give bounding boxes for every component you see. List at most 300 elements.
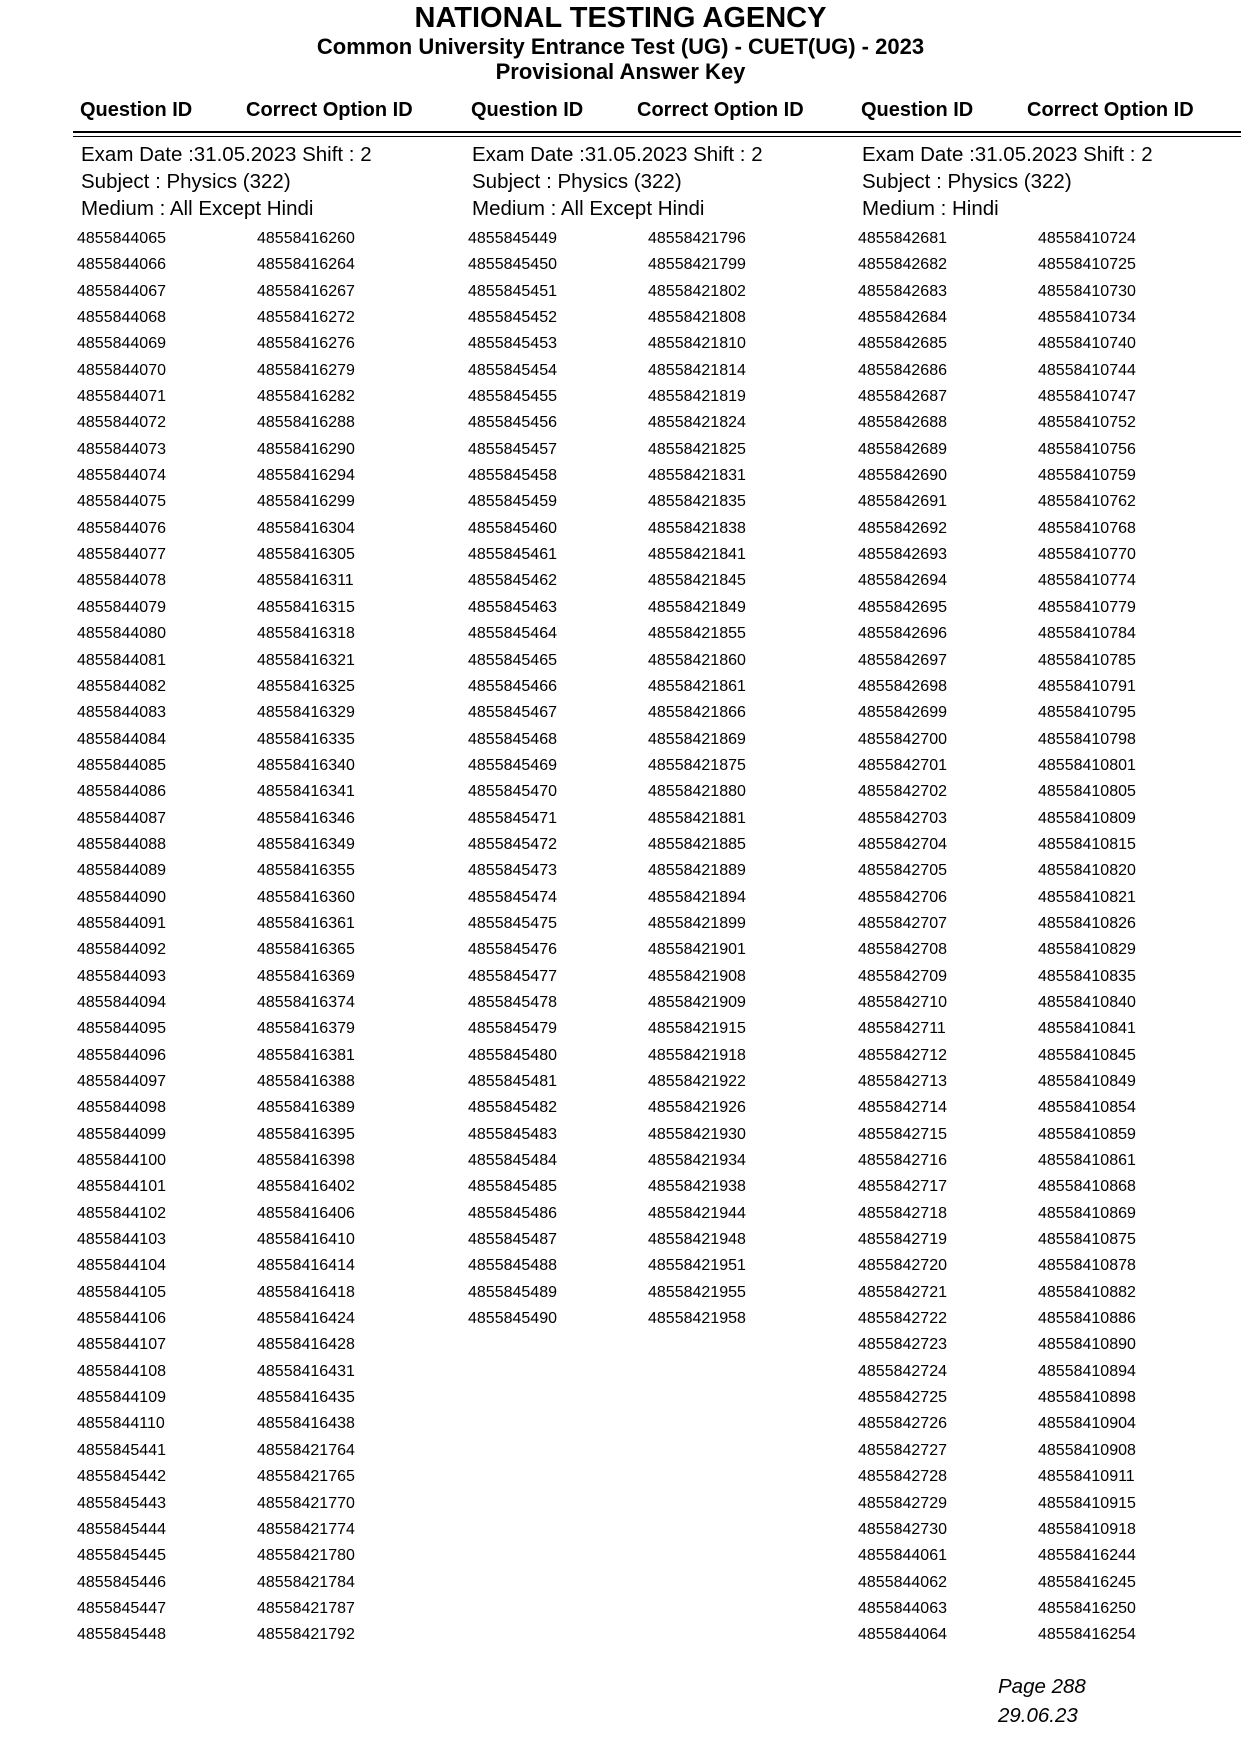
question-id-cell: 4855844103: [77, 1231, 166, 1249]
correct-option-id-cell: 48558421922: [648, 1073, 746, 1090]
correct-option-id-cell: 48558410725: [1038, 256, 1136, 274]
table-row: [854, 858, 1234, 884]
correct-option-id-cell: 48558410911: [1038, 1468, 1135, 1486]
correct-option-id-cell: 48558416424: [257, 1310, 355, 1328]
correct-option-id-cell: 48558416402: [257, 1178, 355, 1196]
question-id-cell: 4855842703: [858, 809, 947, 827]
table-row: [73, 516, 453, 542]
question-id-cell: 4855845477: [468, 967, 557, 985]
question-id-cell: 4855842702: [858, 783, 947, 801]
answer-rows: [464, 226, 844, 1332]
correct-option-id-cell: 48558421849: [648, 598, 746, 616]
correct-option-id-cell: 48558416428: [257, 1336, 355, 1354]
correct-option-id-cell: 48558421880: [648, 783, 746, 801]
correct-option-id-cell: 48558416410: [257, 1231, 355, 1249]
correct-option-id-cell: 48558410820: [1038, 862, 1136, 880]
correct-option-id-cell: 48558421944: [648, 1204, 746, 1222]
question-id-cell: 4855844106: [77, 1310, 166, 1328]
correct-option-id-cell: 48558421831: [648, 467, 746, 485]
subject-label: Subject : Physics (322): [81, 170, 291, 193]
table-row: [73, 858, 453, 884]
question-id-cell: 4855842730: [858, 1520, 947, 1538]
table-row: [464, 832, 844, 858]
correct-option-id-cell: 48558416304: [257, 519, 355, 537]
exam-name: Common University Entrance Test (UG) - CUET(UG) - 2023: [316, 34, 925, 59]
table-row: [73, 331, 453, 357]
correct-option-id-cell: 48558410835: [1038, 967, 1136, 985]
question-id-cell: 4855842689: [858, 440, 947, 458]
table-row: [73, 252, 453, 278]
table-row: [854, 753, 1234, 779]
question-id-cell: 4855845487: [468, 1231, 557, 1249]
correct-option-id-cell: 48558421909: [648, 993, 746, 1011]
table-row: [73, 1359, 453, 1385]
table-row: [464, 463, 844, 489]
table-row: [73, 753, 453, 779]
table-row: [464, 1095, 844, 1121]
correct-option-id-cell: 48558421889: [648, 862, 746, 880]
question-id-cell: 4855844073: [77, 440, 166, 458]
question-id-cell: 4855842719: [858, 1231, 947, 1249]
correct-option-id-cell: 48558421915: [648, 1020, 746, 1038]
correct-option-id-cell: 48558421948: [648, 1231, 746, 1249]
answer-rows: [854, 226, 1234, 1649]
question-id-cell: 4855844093: [77, 967, 166, 985]
correct-option-id-cell: 48558421796: [648, 230, 746, 247]
table-row: [854, 990, 1234, 1016]
correct-option-id-cell: 48558421875: [648, 756, 746, 774]
question-id-cell: 4855844104: [77, 1257, 166, 1275]
table-row: [73, 1280, 453, 1306]
correct-option-id-cell: 48558416272: [257, 309, 355, 327]
correct-option-id-cell: 48558421899: [648, 914, 746, 932]
table-row: [73, 542, 453, 568]
table-row: [854, 1095, 1234, 1121]
table-row: [73, 384, 453, 410]
question-id-cell: 4855845447: [77, 1599, 166, 1617]
correct-option-id-cell: 48558416341: [257, 783, 355, 801]
table-row: [73, 1148, 453, 1174]
table-row: [73, 1201, 453, 1227]
question-id-cell: 4855842686: [858, 361, 947, 379]
table-row: [464, 806, 844, 832]
document-title: NATIONAL TESTING AGENCY: [414, 2, 827, 34]
medium-label: Medium : All Except Hindi: [81, 197, 314, 220]
question-id-cell: 4855842709: [858, 967, 947, 985]
column-header-question-id: Question ID: [80, 99, 193, 121]
question-id-cell: 4855844094: [77, 993, 166, 1011]
question-id-cell: 4855842706: [858, 888, 947, 906]
question-id-cell: 4855842696: [858, 625, 947, 643]
question-id-cell: 4855844097: [77, 1073, 166, 1090]
table-row: [73, 1543, 453, 1569]
question-id-cell: 4855845452: [468, 309, 557, 327]
table-row: [854, 911, 1234, 937]
question-id-cell: 4855844107: [77, 1336, 166, 1354]
header-divider: [73, 131, 1241, 133]
table-row: [73, 1596, 453, 1622]
question-id-cell: 4855844079: [77, 598, 166, 616]
question-id-cell: 4855844081: [77, 651, 166, 669]
table-row: [854, 1069, 1234, 1095]
correct-option-id-cell: 48558416355: [257, 862, 355, 880]
table-row: [464, 858, 844, 884]
correct-option-id-cell: 48558421838: [648, 519, 746, 537]
table-row: [73, 1095, 453, 1121]
question-id-cell: 4855844084: [77, 730, 166, 748]
table-row: [464, 305, 844, 331]
question-id-cell: 4855844078: [77, 572, 166, 590]
correct-option-id-cell: 48558410784: [1038, 625, 1136, 643]
correct-option-id-cell: 48558421951: [648, 1257, 746, 1275]
question-id-cell: 4855845443: [77, 1494, 166, 1512]
table-row: [73, 279, 453, 305]
table-row: [854, 1385, 1234, 1411]
correct-option-id-cell: 48558416349: [257, 835, 355, 853]
correct-option-id-cell: 48558410785: [1038, 651, 1136, 669]
table-row: [464, 885, 844, 911]
question-id-cell: 4855844067: [77, 282, 166, 300]
table-row: [854, 516, 1234, 542]
correct-option-id-cell: 48558421955: [648, 1283, 746, 1301]
correct-option-id-cell: 48558416369: [257, 967, 355, 985]
table-row: [854, 1438, 1234, 1464]
question-id-cell: 4855842722: [858, 1310, 947, 1328]
correct-option-id-cell: 48558410815: [1038, 835, 1136, 853]
correct-option-id-cell: 48558416374: [257, 993, 355, 1011]
question-id-cell: 4855842724: [858, 1362, 947, 1380]
question-id-cell: 4855845453: [468, 335, 557, 353]
question-id-cell: 4855842687: [858, 388, 947, 406]
correct-option-id-cell: 48558421780: [257, 1547, 355, 1565]
question-id-cell: 4855844089: [77, 862, 166, 880]
correct-option-id-cell: 48558410840: [1038, 993, 1136, 1011]
question-id-cell: 4855844061: [858, 1547, 947, 1565]
correct-option-id-cell: 48558421938: [648, 1178, 746, 1196]
subject-label: Subject : Physics (322): [472, 170, 682, 193]
question-id-cell: 4855845469: [468, 756, 557, 774]
correct-option-id-cell: 48558421855: [648, 625, 746, 643]
correct-option-id-cell: 48558416398: [257, 1152, 355, 1170]
correct-option-id-cell: 48558421799: [648, 256, 746, 274]
table-row: [73, 832, 453, 858]
question-id-cell: 4855845456: [468, 414, 557, 432]
question-id-cell: 4855844077: [77, 546, 166, 564]
correct-option-id-cell: 48558421958: [648, 1310, 746, 1328]
question-id-cell: 4855844070: [77, 361, 166, 379]
header-divider-thin: [73, 136, 1241, 137]
table-row: [854, 437, 1234, 463]
table-row: [73, 806, 453, 832]
correct-option-id-cell: 48558416305: [257, 546, 355, 564]
table-row: [464, 516, 844, 542]
question-id-cell: 4855845458: [468, 467, 557, 485]
correct-option-id-cell: 48558421918: [648, 1046, 746, 1064]
table-row: [73, 1385, 453, 1411]
table-row: [854, 1570, 1234, 1596]
correct-option-id-cell: 48558416315: [257, 598, 355, 616]
table-row: [854, 1622, 1234, 1648]
question-id-cell: 4855844066: [77, 256, 166, 274]
column-header-correct-option-id: Correct Option ID: [637, 99, 804, 121]
correct-option-id-cell: 48558416381: [257, 1046, 355, 1064]
table-row: [73, 489, 453, 515]
correct-option-id-cell: 48558410882: [1038, 1283, 1136, 1301]
table-row: [73, 1306, 453, 1332]
column-header-question-id: Question ID: [861, 99, 974, 121]
correct-option-id-cell: 48558421764: [257, 1441, 355, 1459]
table-row: [464, 621, 844, 647]
table-row: [854, 1227, 1234, 1253]
exam-date-shift: Exam Date :31.05.2023 Shift : 2: [862, 143, 1153, 166]
correct-option-id-cell: 48558410805: [1038, 783, 1136, 801]
correct-option-id-cell: 48558421814: [648, 361, 746, 379]
table-row: [73, 1227, 453, 1253]
table-row: [854, 1332, 1234, 1358]
table-row: [854, 648, 1234, 674]
question-id-cell: 4855842701: [858, 756, 947, 774]
question-id-cell: 4855844076: [77, 519, 166, 537]
document-type: Provisional Answer Key: [495, 59, 746, 84]
correct-option-id-cell: 48558421894: [648, 888, 746, 906]
correct-option-id-cell: 48558410759: [1038, 467, 1136, 485]
correct-option-id-cell: 48558410791: [1038, 677, 1136, 695]
table-row: [464, 568, 844, 594]
table-row: [73, 1491, 453, 1517]
table-row: [854, 674, 1234, 700]
correct-option-id-cell: 48558410768: [1038, 519, 1136, 537]
table-row: [464, 964, 844, 990]
correct-option-id-cell: 48558416346: [257, 809, 355, 827]
correct-option-id-cell: 48558416311: [257, 572, 354, 590]
correct-option-id-cell: 48558416245: [1038, 1573, 1136, 1591]
table-row: [73, 1517, 453, 1543]
question-id-cell: 4855842727: [858, 1441, 947, 1459]
correct-option-id-cell: 48558410875: [1038, 1231, 1136, 1249]
question-id-cell: 4855844074: [77, 467, 166, 485]
correct-option-id-cell: 48558421866: [648, 704, 746, 722]
table-row: [854, 331, 1234, 357]
question-id-cell: 4855844095: [77, 1020, 166, 1038]
table-row: [464, 1280, 844, 1306]
correct-option-id-cell: 48558421825: [648, 440, 746, 458]
question-id-cell: 4855842712: [858, 1046, 947, 1064]
table-row: [464, 727, 844, 753]
medium-label: Medium : All Except Hindi: [472, 197, 705, 220]
question-id-cell: 4855844100: [77, 1152, 166, 1170]
question-id-cell: 4855845448: [77, 1626, 166, 1644]
correct-option-id-cell: 48558410747: [1038, 388, 1136, 406]
table-row: [464, 1306, 844, 1332]
table-row: [854, 226, 1234, 252]
question-id-cell: 4855845490: [468, 1310, 557, 1328]
correct-option-id-cell: 48558421824: [648, 414, 746, 432]
table-row: [854, 410, 1234, 436]
correct-option-id-cell: 48558410826: [1038, 914, 1136, 932]
table-row: [854, 1043, 1234, 1069]
table-row: [73, 779, 453, 805]
correct-option-id-cell: 48558421841: [648, 546, 746, 564]
table-row: [464, 1016, 844, 1042]
table-row: [854, 542, 1234, 568]
table-row: [464, 358, 844, 384]
table-row: [73, 1122, 453, 1148]
question-id-cell: 4855845475: [468, 914, 557, 932]
question-id-cell: 4855842698: [858, 677, 947, 695]
correct-option-id-cell: 48558421934: [648, 1152, 746, 1170]
table-row: [464, 489, 844, 515]
question-id-cell: 4855845473: [468, 862, 557, 880]
table-row: [854, 700, 1234, 726]
correct-option-id-cell: 48558416438: [257, 1415, 355, 1433]
correct-option-id-cell: 48558421930: [648, 1125, 746, 1143]
question-id-cell: 4855845451: [468, 282, 557, 300]
table-row: [854, 1122, 1234, 1148]
question-id-cell: 4855844090: [77, 888, 166, 906]
table-row: [854, 885, 1234, 911]
correct-option-id-cell: 48558410908: [1038, 1441, 1136, 1459]
question-id-cell: 4855842704: [858, 835, 947, 853]
correct-option-id-cell: 48558416254: [1038, 1626, 1136, 1644]
table-row: [73, 1464, 453, 1490]
question-id-cell: 4855845472: [468, 835, 557, 853]
question-id-cell: 4855842682: [858, 256, 947, 274]
table-row: [464, 1227, 844, 1253]
correct-option-id-cell: 48558410854: [1038, 1099, 1136, 1117]
page-number: Page 288: [998, 1675, 1086, 1698]
correct-option-id-cell: 48558410868: [1038, 1178, 1136, 1196]
table-row: [854, 358, 1234, 384]
question-id-cell: 4855845450: [468, 256, 557, 274]
table-row: [854, 305, 1234, 331]
question-id-cell: 4855844075: [77, 493, 166, 511]
question-id-cell: 4855842705: [858, 862, 947, 880]
question-id-cell: 4855845444: [77, 1520, 166, 1538]
correct-option-id-cell: 48558421770: [257, 1494, 355, 1512]
table-row: [73, 727, 453, 753]
table-row: [464, 252, 844, 278]
correct-option-id-cell: 48558410740: [1038, 335, 1136, 353]
table-row: [464, 542, 844, 568]
correct-option-id-cell: 48558421908: [648, 967, 746, 985]
table-row: [854, 463, 1234, 489]
correct-option-id-cell: 48558416361: [257, 914, 355, 932]
correct-option-id-cell: 48558421885: [648, 835, 746, 853]
correct-option-id-cell: 48558416360: [257, 888, 355, 906]
table-row: [464, 753, 844, 779]
correct-option-id-cell: 48558416279: [257, 361, 355, 379]
table-row: [73, 937, 453, 963]
question-id-cell: 4855844062: [858, 1573, 947, 1591]
correct-option-id-cell: 48558421802: [648, 282, 746, 300]
question-id-cell: 4855842711: [858, 1020, 946, 1038]
question-id-cell: 4855845462: [468, 572, 557, 590]
table-row: [73, 964, 453, 990]
correct-option-id-cell: 48558421901: [648, 941, 746, 959]
question-id-cell: 4855842707: [858, 914, 947, 932]
table-row: [464, 226, 844, 252]
question-id-cell: 4855845463: [468, 598, 557, 616]
question-id-cell: 4855842688: [858, 414, 947, 432]
correct-option-id-cell: 48558410845: [1038, 1046, 1136, 1064]
question-id-cell: 4855845471: [468, 809, 557, 827]
table-row: [854, 1016, 1234, 1042]
table-row: [464, 1174, 844, 1200]
table-row: [854, 1253, 1234, 1279]
question-id-cell: 4855842726: [858, 1415, 947, 1433]
correct-option-id-cell: 48558416340: [257, 756, 355, 774]
question-id-cell: 4855842692: [858, 519, 947, 537]
table-row: [854, 779, 1234, 805]
question-id-cell: 4855845480: [468, 1046, 557, 1064]
correct-option-id-cell: 48558421860: [648, 651, 746, 669]
question-id-cell: 4855845461: [468, 546, 557, 564]
correct-option-id-cell: 48558416418: [257, 1283, 355, 1301]
correct-option-id-cell: 48558416388: [257, 1073, 355, 1090]
question-id-cell: 4855845488: [468, 1257, 557, 1275]
table-row: [854, 1306, 1234, 1332]
table-row: [854, 1359, 1234, 1385]
exam-date-shift: Exam Date :31.05.2023 Shift : 2: [81, 143, 372, 166]
question-id-cell: 4855844087: [77, 809, 166, 827]
table-row: [73, 226, 453, 252]
table-row: [854, 1464, 1234, 1490]
question-id-cell: 4855844086: [77, 783, 166, 801]
question-id-cell: 4855842685: [858, 335, 947, 353]
question-id-cell: 4855842684: [858, 309, 947, 327]
table-row: [73, 410, 453, 436]
correct-option-id-cell: 48558410841: [1038, 1020, 1136, 1038]
table-row: [854, 489, 1234, 515]
table-row: [854, 727, 1234, 753]
correct-option-id-cell: 48558410915: [1038, 1494, 1136, 1512]
question-id-cell: 4855845467: [468, 704, 557, 722]
question-id-cell: 4855844098: [77, 1099, 166, 1117]
question-id-cell: 4855842723: [858, 1336, 947, 1354]
correct-option-id-cell: 48558410779: [1038, 598, 1136, 616]
correct-option-id-cell: 48558421808: [648, 309, 746, 327]
correct-option-id-cell: 48558416325: [257, 677, 355, 695]
table-row: [854, 279, 1234, 305]
question-id-cell: 4855845460: [468, 519, 557, 537]
table-row: [464, 279, 844, 305]
correct-option-id-cell: 48558421792: [257, 1626, 355, 1644]
table-row: [854, 1517, 1234, 1543]
table-row: [464, 674, 844, 700]
correct-option-id-cell: 48558421845: [648, 572, 746, 590]
question-id-cell: 4855845457: [468, 440, 557, 458]
question-id-cell: 4855842714: [858, 1099, 947, 1117]
question-id-cell: 4855844091: [77, 914, 166, 932]
correct-option-id-cell: 48558421869: [648, 730, 746, 748]
table-row: [73, 911, 453, 937]
correct-option-id-cell: 48558416321: [257, 651, 355, 669]
correct-option-id-cell: 48558410774: [1038, 572, 1136, 590]
correct-option-id-cell: 48558421926: [648, 1099, 746, 1117]
correct-option-id-cell: 48558421774: [257, 1520, 355, 1538]
table-row: [464, 937, 844, 963]
question-id-cell: 4855844105: [77, 1283, 166, 1301]
correct-option-id-cell: 48558410752: [1038, 414, 1136, 432]
question-id-cell: 4855842729: [858, 1494, 947, 1512]
question-id-cell: 4855842708: [858, 941, 947, 959]
question-id-cell: 4855842728: [858, 1468, 947, 1486]
correct-option-id-cell: 48558410898: [1038, 1389, 1136, 1407]
question-id-cell: 4855842693: [858, 546, 947, 564]
question-id-cell: 4855844071: [77, 388, 166, 406]
table-row: [854, 595, 1234, 621]
table-row: [73, 1016, 453, 1042]
